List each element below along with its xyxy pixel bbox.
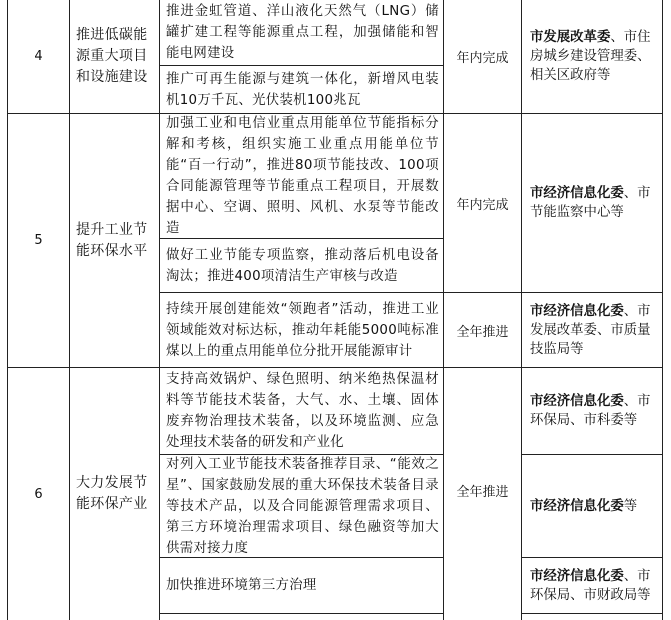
- lead-unit: 市经济信息化委: [530, 498, 624, 514]
- responsible-units: [522, 114, 662, 292]
- lead-unit: 市发展改革委: [530, 30, 611, 45]
- lead-unit: 市经济信息化委: [530, 394, 624, 409]
- timeline: 全年推进: [456, 485, 509, 500]
- measure-item: 加强工业和电信业重点用能单位节能指标分解和考核，组织实施工业重点用能单位节能“百一行动”，推进80项节能技改、100项合同能源管理等节能重点工程项目，开展数据中心、空调、照明、风机、水泵等节能改造: [166, 116, 439, 236]
- other-units: 、市发展改革委、市质量技监局等: [530, 303, 651, 357]
- timeline: 全年推进: [456, 324, 509, 340]
- row-number: 4: [34, 49, 43, 64]
- responsible-units: [522, 455, 662, 557]
- lead-unit: 市经济信息化委: [530, 186, 624, 201]
- responsible-units: [522, 0, 662, 113]
- lead-unit: 市经济信息化委: [530, 303, 624, 319]
- border-right: [662, 0, 663, 620]
- task-name: 大力发展节能环保产业: [76, 475, 148, 512]
- lead-unit: 市经济信息化委: [530, 568, 624, 584]
- other-units: 、市环保局、市科委等: [530, 394, 651, 428]
- other-units: 等: [623, 498, 638, 514]
- measure-item: 对列入工业节能技术装备推荐目录、“能效之星”、国家鼓励发展的重大环保技术装备目录等技术产品，以及合同能源管理需求项目、第三方环境治理需求项目、绿色融资等加大供需对接力度: [166, 456, 439, 556]
- measure-item: 支持高效锅炉、绿色照明、纳米绝热保温材料等节能技术装备，大气、水、土壤、固体废弃物治理技术装备，以及环境监测、应急处理技术装备的研发和产业化: [166, 372, 439, 450]
- hline: [521, 613, 663, 614]
- row-number: 5: [34, 233, 43, 248]
- other-units: 、市节能监察中心等: [530, 186, 651, 220]
- responsible-units: [522, 368, 662, 454]
- other-units: 、市住房城乡建设管理委、相关区政府等: [530, 30, 651, 83]
- row-number: 6: [34, 486, 43, 502]
- timeline: 年内完成: [456, 197, 509, 213]
- hline: [159, 613, 444, 614]
- measure-item: 加快推进环境第三方治理: [166, 578, 317, 593]
- measure-item: 推进金虹管道、洋山液化天然气（LNG）储罐扩建工程等能源重点工程，加强储能和智能电网建设: [166, 4, 439, 61]
- measure-item: 做好工业节能专项监察，推动落后机电设备淘汰；推进400项清洁生产审核与改造: [166, 247, 439, 284]
- measure-item: 推广可再生能源与建筑一体化，新增风电装机10万千瓦、光伏装机100兆瓦: [166, 71, 439, 108]
- other-units: 、市环保局、市财政局等: [530, 568, 651, 603]
- task-name: 提升工业节能环保水平: [76, 221, 148, 259]
- responsible-units: [522, 293, 662, 367]
- responsible-units: [522, 558, 662, 613]
- timeline: 年内完成: [456, 51, 509, 66]
- task-name: 推进低碳能源重大项目和设施建设: [76, 27, 148, 85]
- measure-item: 持续开展创建能效“领跑者”活动，推进工业领域能效对标达标，推动年耗能5000吨标准煤以上的重点用能单位分批开展能源审计: [166, 301, 439, 359]
